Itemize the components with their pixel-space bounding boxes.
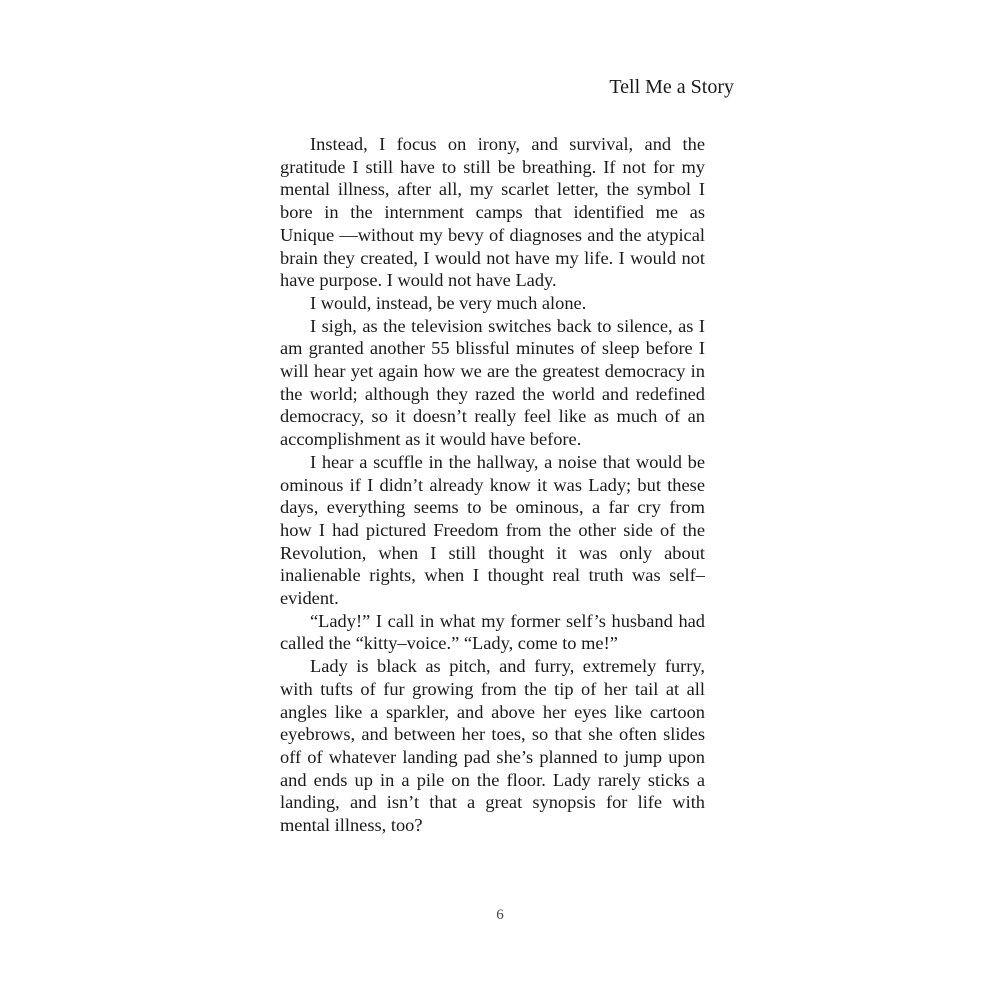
paragraph: “Lady!” I call in what my former self’s husband had called the “kitty–voice.” “Lady, come to me!” (280, 610, 705, 654)
paragraph: Lady is black as pitch, and furry, extremely furry, with tufts of fur growing from the tip of her tail at all angles like a sparkler, and above her eyes like cartoon eyebrows, and between her toes, so that she often slides off of whatever landing pad she’s planned to jump upon and ends up in a pile on the floor. Lady rarely sticks a landing, and isn’t that a great synopsis for life with mental illness, too? (280, 656, 705, 836)
paragraph: I would, instead, be very much alone. (310, 292, 587, 313)
paragraph: I sigh, as the television switches back to silence, as I am granted another 55 blissful minutes of sleep before I will hear yet again how we are the greatest democracy in the world; although they razed the world and redefined democracy, so it doesn’t really feel like as much of an accomplishment as it would have before. (280, 315, 705, 450)
page-number: 6 (496, 907, 504, 923)
paragraph: I hear a scuffle in the hallway, a noise that would be ominous if I didn’t already know it was Lady; but these days, everything seems to be ominous, a far cry from how I had pictured Freedom from the other side of the Revolution, when I still thought it was only about inalienable rights, when I thought real truth was self–evident. (280, 451, 705, 609)
paragraph: Instead, I focus on irony, and survival, and the gratitude I still have to still be breathing. If not for my mental illness, after all, my scarlet letter, the symbol I bore in the internment camps that identified me as Unique —without my bevy of diagnoses and the atypical brain they created, I would not have my life. I would not have purpose. I would not have Lady. (280, 134, 705, 291)
running-header-title: Tell Me a Story (609, 76, 734, 98)
body-text (280, 133, 705, 837)
